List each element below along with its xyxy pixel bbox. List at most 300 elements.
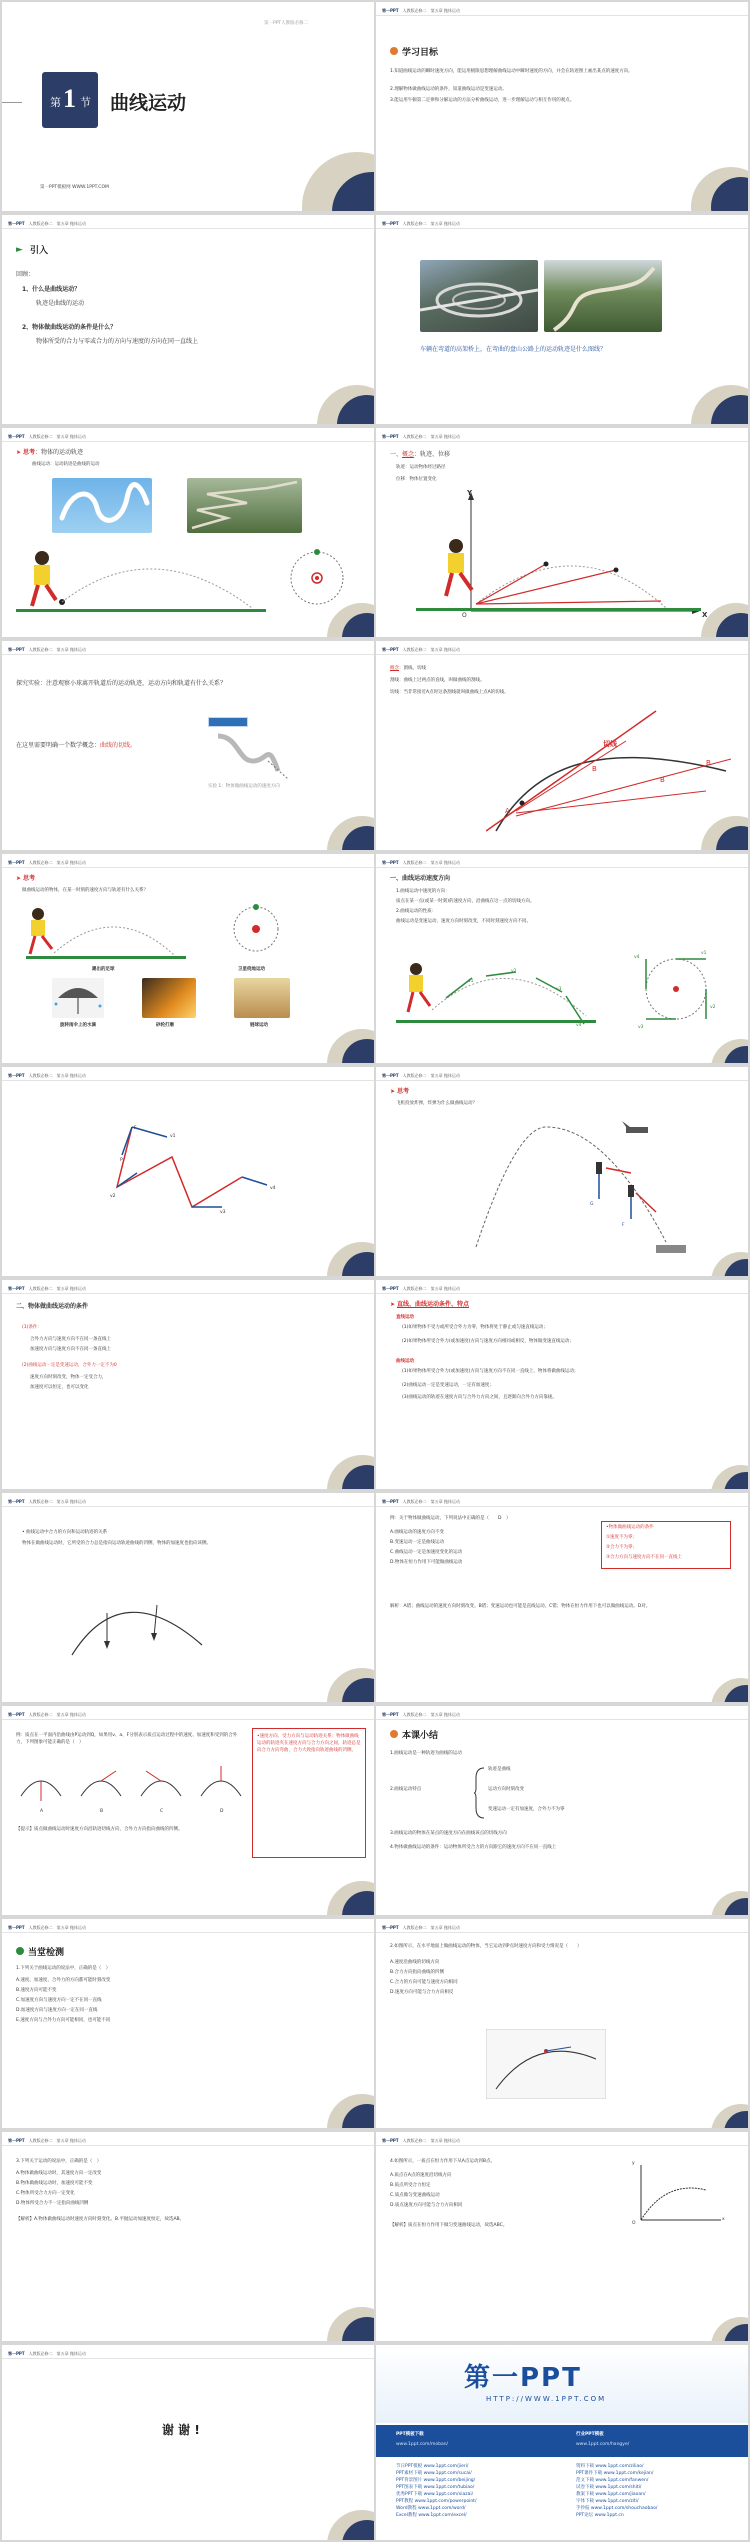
- objective-3: 3.能运用牛顿第二定律和分解运动的方法分析曲线运动，进一步理解运动与相互作用的观点。: [390, 98, 575, 103]
- force-velocity-diagram: [92, 1107, 292, 1227]
- think-title: 思考: [22, 875, 35, 882]
- header-rule: [376, 1506, 748, 1507]
- question-1: 1、什么是曲线运动？: [22, 286, 81, 293]
- thanks-text: 谢 谢 !: [162, 2423, 200, 2437]
- header-rule: [2, 1080, 374, 1081]
- graph-a: A: [40, 1809, 44, 1814]
- brand: 第一PPT: [8, 1073, 25, 1078]
- velocity-point-2-text: 曲线运动是变速运动，速度方向时刻改变，不同时刻速度方向不同。: [396, 919, 531, 924]
- point-b2: B: [660, 776, 665, 784]
- header-rule: [2, 1293, 374, 1294]
- quiz-question-2: 2.如图所示，在水平地面上做曲线运动的物体，当它运动到P点时速度方向和受力情况是（ ）: [390, 1944, 582, 1949]
- ad-link[interactable]: PPT图表下载 www.1ppt.com/tubiao/: [396, 2485, 475, 2490]
- overpass-drawing: [420, 260, 538, 332]
- brand: 第一PPT: [8, 1499, 25, 1504]
- ad-link[interactable]: 节日PPT模板 www.1ppt.com/jieri/: [396, 2464, 469, 2469]
- v1-label: v1: [170, 1134, 176, 1139]
- quiz-option-b: B.速度方向可能不变: [16, 1988, 57, 1993]
- slide-14-summary-conditions[interactable]: [376, 1280, 748, 1489]
- kick-diagram: [12, 538, 372, 618]
- book: 人教版必修二: [28, 1073, 53, 1078]
- quiz-question-4: 4.如图所示，一质点在恒力作用下从A点运动到B点。: [390, 2159, 495, 2164]
- concept-line: [390, 665, 426, 672]
- slide-24-ad[interactable]: [376, 2345, 748, 2540]
- arrow-icon: ➤: [390, 1088, 397, 1095]
- skywriting-photo: [52, 478, 152, 533]
- v3-label: v3: [556, 987, 562, 992]
- slide-20-quiz-2[interactable]: [376, 1919, 748, 2128]
- header-breadcrumb: [8, 1073, 86, 1079]
- brand: 第一PPT: [8, 647, 25, 652]
- v3-label: v3: [220, 1210, 226, 1215]
- ad-link[interactable]: PPT素材下载 www.1ppt.com/sucai/: [396, 2471, 472, 2476]
- chapter: 第五章 抛体运动: [430, 8, 460, 13]
- displacement-def: 位移：物体位置变化: [396, 477, 437, 482]
- answer-2: 物体所受的合力与零或合力的方向与速度的方向在同一直线上: [36, 338, 199, 345]
- brand: 第一PPT: [382, 1925, 399, 1930]
- book: 人教版必修二: [28, 1499, 53, 1504]
- brand: 第一PPT: [8, 2138, 25, 2143]
- slide-1-title[interactable]: [2, 2, 374, 211]
- slide-13-conditions[interactable]: [2, 1280, 374, 1489]
- ad-strip: [376, 2425, 748, 2457]
- trajectory-def: 轨迹：运动物体经过路径: [396, 465, 446, 470]
- chapter: 第五章 抛体运动: [56, 1286, 86, 1291]
- feature-3: 变速运动一定有加速度，合外力不为零: [488, 1807, 565, 1812]
- think-lead: ：物体的运动轨迹: [34, 449, 83, 456]
- header-rule: [376, 1080, 748, 1081]
- ad-link[interactable]: Word教程 www.1ppt.com/word/: [396, 2506, 466, 2511]
- math-concept-lead: 在这里需要明确一个数学概念：: [16, 742, 101, 749]
- section-heading: 一、曲线运动速度方向: [390, 875, 451, 882]
- play-icon: ►: [16, 245, 23, 255]
- v1-circle-label: v1: [701, 951, 707, 956]
- header-breadcrumb: [382, 1286, 460, 1292]
- condition-box-2: ②合力不为零；: [606, 1545, 638, 1550]
- quiz3-option-d: D.物体所受合力不一定指向曲线凹侧: [16, 2201, 89, 2206]
- option-b: B.变速运动一定是曲线运动: [390, 1540, 445, 1545]
- header-rule: [2, 2358, 374, 2359]
- ad-link[interactable]: PPT教程 www.1ppt.com/powerpoint/: [396, 2499, 477, 2504]
- example-question: 例：质点在一平面内沿曲线由P运动到Q，如果用v、a、F分别表示质点运动过程中的速度、加速度和受到的合外力，下列图象可能正确的是（ ）: [16, 1733, 238, 1745]
- think-title: 思考: [396, 1088, 409, 1095]
- book: 人教版必修二: [28, 1712, 53, 1717]
- book: 人教版必修二: [402, 1286, 427, 1291]
- header-breadcrumb: [8, 1712, 86, 1718]
- caption-umbrella: 旋转雨伞上的水滴: [60, 1023, 96, 1028]
- caption-grinding: 砂轮打磨: [156, 1023, 174, 1028]
- roads-caption: 车辆在弯道的高架桥上，在弯曲的盘山公路上的运动轨迹是什么图线？: [420, 346, 607, 353]
- book: 人教版必修二: [28, 2351, 53, 2356]
- velocity-point-1-text: 质点在某一点(或某一时刻)的速度方向，沿曲线在这一点的切线方向。: [396, 899, 535, 904]
- header-rule: [2, 867, 374, 868]
- chapter: 第五章 抛体运动: [56, 1712, 86, 1717]
- acceleration-note: 加速度可以恒定，也可以变化: [30, 1385, 89, 1390]
- brand: 第一PPT: [8, 2351, 25, 2356]
- brand: 第一PPT: [8, 1925, 25, 1930]
- curve-rule-1: (1)如果物体所受合外力(或加速度)方向与速度方向不在同一直线上，物体将做曲线运动；: [402, 1369, 579, 1374]
- question-2: 2、物体做曲线运动的条件是什么？: [22, 324, 117, 331]
- condition-box-1: ①速度不为零；: [606, 1535, 638, 1540]
- brand: 第一PPT: [8, 860, 25, 865]
- header-breadcrumb: [8, 860, 86, 866]
- chapter: 第五章 抛体运动: [56, 2138, 86, 2143]
- grinding-photo: [142, 978, 196, 1018]
- slide-9-think[interactable]: [2, 854, 374, 1063]
- header-breadcrumb: [382, 221, 460, 227]
- quiz3-answer: 【解析】A.物体做曲线运动时速度方向时刻变化。B.平抛运动加速度恒定，故选AB。: [16, 2217, 185, 2222]
- brand: 第一PPT: [8, 1712, 25, 1717]
- concept-word: 概念: [402, 451, 415, 458]
- relation-heading: • 曲线运动中合力的方向和运动轨迹的关系: [22, 1530, 108, 1535]
- condition-box: [601, 1521, 731, 1569]
- mountain-road-drawing: [544, 260, 662, 332]
- tangent-concept: 曲线的切线。: [100, 742, 137, 749]
- slide-23-thanks[interactable]: [2, 2345, 374, 2540]
- ad-link[interactable]: 资料下载 www.1ppt.com/ziliao/: [576, 2464, 644, 2469]
- think-line: [16, 874, 35, 884]
- ad-link[interactable]: Excel教程 www.1ppt.com/excel/: [396, 2513, 467, 2518]
- header-breadcrumb: [8, 647, 86, 653]
- quiz2-option-a: A.速度沿曲线的切线方向: [390, 1960, 440, 1965]
- book: 人教版必修二: [402, 434, 427, 439]
- serpentine-road-photo: [187, 478, 302, 533]
- origin-label: O: [462, 612, 467, 619]
- velocity-point-1: 1.曲线运动中速度的方向：: [396, 889, 450, 894]
- condition-label: (1)条件：: [22, 1325, 42, 1330]
- quiz2-diagram: [486, 2029, 606, 2099]
- objective-2: 2.理解物体做曲线运动的条件，知道曲线运动是变速运动。: [390, 87, 507, 92]
- title-line: [390, 1300, 469, 1310]
- ad-link[interactable]: 字体下载 www.1ppt.com/ziti/: [576, 2499, 639, 2504]
- book: 人教版必修二: [28, 1925, 53, 1930]
- header-breadcrumb: [8, 1499, 86, 1505]
- option-a: A.曲线运动的速度方向不变: [390, 1530, 444, 1535]
- header-breadcrumb: [8, 434, 86, 440]
- point-f: F: [134, 1126, 137, 1131]
- mountain-road-photo: [544, 260, 662, 332]
- chapter: 第五章 抛体运动: [56, 1925, 86, 1930]
- velocity-point-2: 2.曲线运动的性质：: [396, 909, 437, 914]
- concept-word: 概念: [390, 666, 399, 671]
- summary-4: 4.物体做曲线运动的条件：运动物体所受合力的方向跟它的速度方向不在同一直线上: [390, 1845, 557, 1850]
- option-c: C.曲线运动一定是加速度变化的运动: [390, 1550, 463, 1555]
- header-breadcrumb: [382, 1073, 460, 1079]
- ad-left-heading: PPT模板下载: [396, 2432, 424, 2437]
- chapter: 第五章 抛体运动: [56, 860, 86, 865]
- slide-4-roads[interactable]: [376, 215, 748, 424]
- concept-keywords: ：轨迹、位移: [414, 451, 451, 458]
- arrow-icon: ➤: [390, 1301, 397, 1308]
- velocity-tangent-diagram: [386, 934, 736, 1054]
- book: 人教版必修二: [402, 1073, 427, 1078]
- relation-title: 曲线运动中合力的方向和运动轨迹的关系: [26, 1530, 108, 1535]
- condition-box-3: ③合力方向与速度方向不在同一直线上: [606, 1555, 683, 1560]
- secant-def: 割线：曲线上过两点的直线，叫做曲线的割线。: [390, 678, 485, 683]
- brand: 第一PPT: [382, 647, 399, 652]
- summary-1: 1.曲线运动是一种轨迹为曲线的运动: [390, 1751, 462, 1756]
- feature-2: 运动方向时刻改变: [488, 1787, 524, 1792]
- brand: 第一PPT: [382, 1286, 399, 1291]
- slide-8-secant-tangent[interactable]: [376, 641, 748, 850]
- header-rule: [376, 441, 748, 442]
- ad-link[interactable]: PPT课件下载 www.1ppt.com/kejian/: [576, 2471, 654, 2476]
- v2-label: v2: [110, 1194, 116, 1199]
- slide-title: 曲线运动: [110, 92, 187, 114]
- quiz2-option-b: B.合力方向指向曲线的凹侧: [390, 1970, 445, 1975]
- brand: 第一PPT: [382, 1499, 399, 1504]
- header-rule: [376, 1719, 748, 1720]
- condition-box-title: •物体做曲线运动的条件: [606, 1525, 654, 1530]
- concept-lead: 一、: [390, 451, 403, 458]
- topic-title: 直线、曲线运动条件、特点: [396, 1301, 469, 1308]
- header-breadcrumb: [382, 1499, 460, 1505]
- slide-11-force-velocity[interactable]: [2, 1067, 374, 1276]
- experiment-text: 探究实验：注意观察小球离开轨道后的运动轨迹，运动方向和轨道有什么关系？: [16, 680, 227, 687]
- quiz-title: 当堂检测: [28, 1948, 65, 1958]
- tangent-label: 切线: [603, 740, 617, 748]
- book: 人教版必修二: [28, 1286, 53, 1291]
- section-badge: [42, 72, 98, 128]
- linear-rule-2: (2)如果物体所受合外力(或加速度)方向与速度方向相同或相反，物体做变速直线运动；: [402, 1339, 574, 1344]
- slide-15-force-trajectory[interactable]: [2, 1493, 374, 1702]
- caption-football: 踢出的足球: [92, 967, 115, 972]
- quiz3-option-a: A.物体做曲线运动时，其速度方向一定改变: [16, 2171, 102, 2176]
- book: 人教版必修二: [28, 434, 53, 439]
- quiz2-option-d: D.速度方向可能与合力方向相反: [390, 1990, 454, 1995]
- header-rule: [376, 228, 748, 229]
- slide-21-quiz-3[interactable]: [2, 2132, 374, 2341]
- header-rule: [2, 2145, 374, 2146]
- v3-circle-label: v3: [638, 1025, 644, 1030]
- chapter: 第五章 抛体运动: [430, 434, 460, 439]
- condition-force: 合外力方向与速度方向不在同一条直线上: [30, 1337, 111, 1342]
- brand: 第一PPT: [382, 1712, 399, 1717]
- example-question: 例：关于物体做曲线运动，下列说法中正确的是（ D ）: [390, 1516, 511, 1521]
- quiz3-option-b: B.物体做曲线运动时，加速度可能不变: [16, 2181, 93, 2186]
- quiz-option-d: D.加速度方向与速度方向一定在同一直线: [16, 2008, 98, 2013]
- relation-box-text: •速度方向、受力方向与运动轨迹关系：物体做曲线运动的轨迹夹在速度方向与合力方向之间，轨迹总是向合力方向弯曲，合力大致指向轨迹曲线的凹侧。: [257, 1734, 361, 1753]
- ad-right-heading: 行业PPT模板: [576, 2432, 604, 2437]
- chapter: 第五章 抛体运动: [430, 1073, 460, 1078]
- quiz-question-3: 3.下列关于运动的说法中，正确的是（ ）: [16, 2159, 102, 2164]
- book: 人教版必修二: [28, 860, 53, 865]
- chapter: 第五章 抛体运动: [430, 1499, 460, 1504]
- section-heading: 二、物体做曲线运动的条件: [16, 1303, 89, 1310]
- header-breadcrumb: [382, 8, 460, 14]
- v2-circle-label: v2: [710, 1005, 716, 1010]
- brand: 第一PPT: [382, 2138, 399, 2143]
- brand: 第一PPT: [8, 1286, 25, 1291]
- serpentine-road: [187, 478, 302, 533]
- force-note: 速度方向时刻改变，物体一定受合力，: [30, 1375, 107, 1380]
- umbrella-drawing: [52, 978, 104, 1018]
- slide-3-intro[interactable]: [2, 215, 374, 424]
- ad-left-sub[interactable]: www.1ppt.com/moban/: [396, 2442, 449, 2447]
- chapter: 第五章 抛体运动: [430, 2138, 460, 2143]
- review-lead: 回顾：: [16, 271, 35, 278]
- quiz4-y-label: y: [632, 2161, 635, 2166]
- ad-right-sub[interactable]: www.1ppt.com/hangye/: [576, 2442, 630, 2447]
- objective-1: 1.知道曲线运动的瞬时速度方向，能运用极限思想理解曲线运动中瞬时速度的方向，并会在轨迹图上画出某点的速度方向。: [390, 69, 633, 74]
- book: 人教版必修二: [402, 1499, 427, 1504]
- chapter: 第五章 抛体运动: [56, 434, 86, 439]
- brand: 第一PPT: [382, 221, 399, 226]
- ad-link[interactable]: 教案下载 www.1ppt.com/jiaoan/: [576, 2492, 646, 2497]
- summary-2: 2.曲线运动特点: [390, 1787, 422, 1792]
- think-question: 做曲线运动的物体，在某一时刻的速度方向与轨迹有什么关系？: [22, 888, 148, 893]
- graph-d: D: [220, 1809, 224, 1814]
- slide-7-experiment[interactable]: [2, 641, 374, 850]
- quiz4-option-c: C.质点做匀变速曲线运动: [390, 2193, 440, 2198]
- slide-19-quiz[interactable]: [2, 1919, 374, 2128]
- ad-link[interactable]: 优秀PPT下载 www.1ppt.com/xiazai/: [396, 2492, 474, 2497]
- slide-2-objectives[interactable]: [376, 2, 748, 211]
- chapter: 第五章 抛体运动: [430, 1286, 460, 1291]
- relation-box: [252, 1728, 366, 1858]
- think-line: [16, 448, 83, 458]
- relation-text: 物体在做曲线运动时，它所受的合力总是指向运动轨迹曲线的凹侧，物体的加速度也指向该侧。: [22, 1541, 211, 1546]
- header-breadcrumb: [8, 2351, 86, 2357]
- v4-label: v4: [270, 1186, 276, 1191]
- tangent-diagram: [486, 701, 736, 841]
- point-b1: B: [592, 765, 597, 773]
- chapter: 第五章 抛体运动: [430, 1925, 460, 1930]
- footer-brand: 第一PPT模板网 WWW.1PPT.COM: [40, 185, 109, 190]
- caption-hammer: 链球运动: [250, 1023, 268, 1028]
- header-breadcrumb: [382, 434, 460, 440]
- caption-satellite: 卫星绕地运动: [238, 967, 265, 972]
- summary-3: 3.曲线运动的物体在某点的速度方向在曲线该点的切线方向: [390, 1831, 507, 1836]
- header-rule: [376, 867, 748, 868]
- example-answer: 解析：A错；曲线运动的速度方向时刻改变。B错；变速运动也可能是直线运动。C错；物体在恒力作用下也可以做曲线运动。D对。: [390, 1604, 651, 1609]
- curve-rule-3: (3)曲线运动的轨迹在速度方向与合外力方向之间，且逐渐向合外力方向靠拢。: [402, 1395, 557, 1400]
- bullet-dot: [16, 1947, 24, 1955]
- ad-link[interactable]: PPT论坛 www.1ppt.cn: [576, 2513, 624, 2518]
- slide-22-quiz-4[interactable]: [376, 2132, 748, 2341]
- ad-link[interactable]: 手抄报 www.1ppt.com/shouchaobao/: [576, 2506, 658, 2511]
- quiz4-axes: [626, 2160, 726, 2230]
- arrow-icon: ➤: [16, 875, 23, 882]
- bomb-trajectory: [456, 1107, 706, 1257]
- chapter: 第五章 抛体运动: [430, 860, 460, 865]
- graph-c: C: [160, 1809, 164, 1814]
- chapter: 第五章 抛体运动: [56, 221, 86, 226]
- book: 人教版必修二: [402, 2138, 427, 2143]
- header-breadcrumb: [8, 1925, 86, 1931]
- summary-title: 本课小结: [402, 1731, 439, 1741]
- smoke-trail: [52, 478, 152, 533]
- ad-link[interactable]: 范文下载 www.1ppt.com/fanwen/: [576, 2478, 649, 2483]
- force-label: F: [622, 1223, 625, 1228]
- book: 人教版必修二: [402, 860, 427, 865]
- quiz4-option-b: B.质点所受合力恒定: [390, 2183, 431, 2188]
- slide-6-concepts[interactable]: [376, 428, 748, 637]
- book: 人教版必修二: [28, 221, 53, 226]
- header-breadcrumb: [382, 647, 460, 653]
- bullet-dot: [390, 47, 398, 55]
- quiz4-option-d: D.质点速度方向可能与合力方向相同: [390, 2203, 463, 2208]
- variable-motion-note: (2)曲线运动一定是变速运动，合外力一定不为0: [22, 1363, 117, 1368]
- option-graphs: [16, 1766, 246, 1806]
- ad-url: HTTP://WWW.1PPT.COM: [486, 2395, 607, 2403]
- quiz-option-c: C.加速度方向与速度方向一定不在同一直线: [16, 1998, 102, 2003]
- x-axis-label: X: [702, 611, 708, 619]
- point-a: A: [505, 807, 510, 815]
- ad-links-right: [576, 2463, 736, 2519]
- slide-17-example-graphs[interactable]: [2, 1706, 374, 1915]
- header-rule: [2, 228, 374, 229]
- section-pre: 第: [50, 96, 61, 109]
- v4-label: v4: [576, 1023, 582, 1028]
- slide-12-bomb[interactable]: [376, 1067, 748, 1276]
- linear-heading: 直线运动: [396, 1315, 414, 1320]
- header-rule: [2, 654, 374, 655]
- slide-16-example[interactable]: [376, 1493, 748, 1702]
- header-breadcrumb: [8, 221, 86, 227]
- ad-links-left: [396, 2463, 556, 2519]
- option-d: D.物体在恒力作用下可能做曲线运动: [390, 1560, 463, 1565]
- brand: 第一PPT: [8, 434, 25, 439]
- math-concept-line: [16, 741, 136, 751]
- think-question: 飞机投放炸弹，炸弹为什么做曲线运动？: [396, 1101, 477, 1106]
- track-diagram: [208, 731, 288, 781]
- v1-label: v1: [468, 979, 474, 984]
- book: 人教版必修二: [402, 1712, 427, 1717]
- quiz4-option-a: A.质点在A点的速度沿切线方向: [390, 2173, 452, 2178]
- answer-1: 轨迹是曲线的运动: [36, 300, 85, 307]
- header-rule: [376, 1932, 748, 1933]
- concept-line: [390, 450, 450, 460]
- header-rule: [2, 1932, 374, 1933]
- header-rule: [2, 441, 374, 442]
- book: 人教版必修二: [402, 647, 427, 652]
- overpass-photo: [420, 260, 538, 332]
- think-title: 思考: [22, 449, 35, 456]
- v4-circle-label: v4: [634, 955, 640, 960]
- slide-10-velocity-direction[interactable]: [376, 854, 748, 1063]
- header-rule: [2, 1719, 374, 1720]
- gravity-label: G: [590, 1202, 594, 1207]
- concave-side-diagram: [62, 1575, 212, 1665]
- ad-link[interactable]: PPT背景图片 www.1ppt.com/beijing/: [396, 2478, 476, 2483]
- chapter: 第五章 抛体运动: [430, 1712, 460, 1717]
- curve-definition: 曲线运动：运动轨迹是曲线的运动: [32, 462, 100, 467]
- header-breadcrumb: [382, 2138, 460, 2144]
- feature-1: 轨迹是曲线: [488, 1767, 511, 1772]
- slide-5-trajectory[interactable]: [2, 428, 374, 637]
- hammer-throw-photo: [234, 978, 290, 1018]
- header-rule: [376, 15, 748, 16]
- brand: 第一PPT: [8, 221, 25, 226]
- ad-link[interactable]: 试卷下载 www.1ppt.com/shiti/: [576, 2485, 642, 2490]
- quiz4-x-label: x: [722, 2217, 725, 2222]
- brand: 第一PPT: [382, 860, 399, 865]
- experiment-tag: [208, 717, 248, 727]
- quiz2-option-c: C.合力的方向可能与速度方向相同: [390, 1980, 458, 1985]
- book: 人教版必修二: [28, 647, 53, 652]
- bullet-dot: [390, 1730, 398, 1738]
- umbrella-photo: [52, 978, 104, 1018]
- condition-acceleration: 加速度方向与速度方向不在同一条直线上: [30, 1347, 111, 1352]
- example-tip: 【提示】质点做曲线运动时速度方向沿轨迹切线方向，合外力方向指向曲线的凹侧。: [16, 1827, 183, 1832]
- arrow-icon: ➤: [16, 449, 23, 456]
- chapter: 第五章 抛体运动: [56, 647, 86, 652]
- chapter: 第五章 抛体运动: [56, 1499, 86, 1504]
- header-breadcrumb: [8, 2138, 86, 2144]
- slide-18-summary[interactable]: [376, 1706, 748, 1915]
- chapter: 第五章 抛体运动: [56, 1073, 86, 1078]
